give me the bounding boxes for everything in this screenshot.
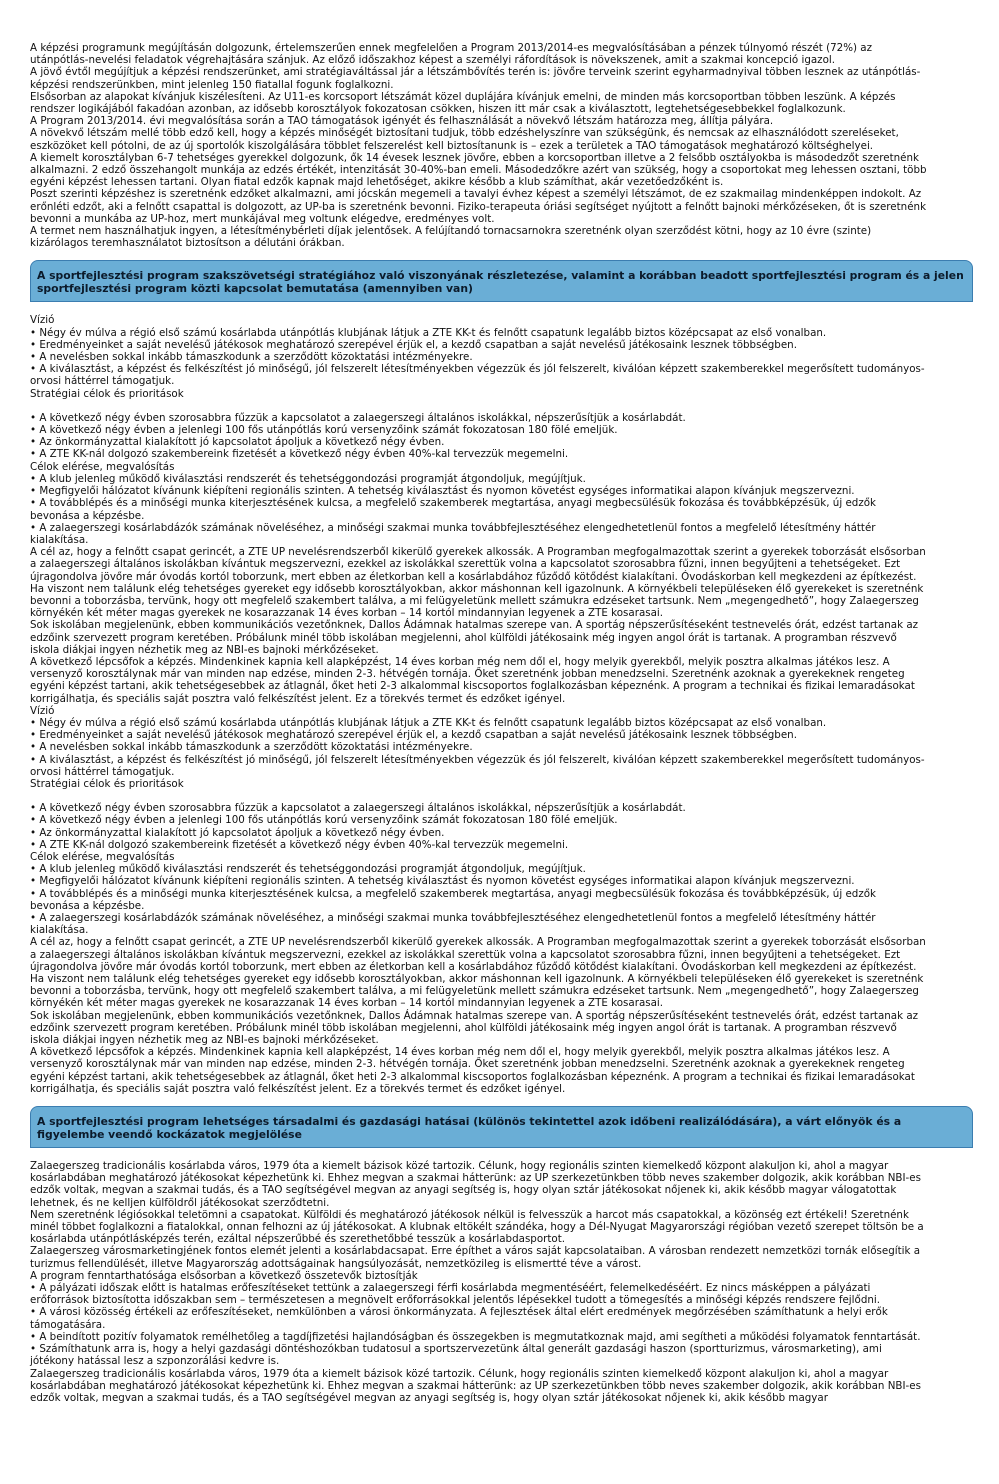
paragraph: A kiemelt korosztályban 6-7 tehetséges gyerekkel dolgozunk, ők 14 évesek lesznek jövőre, ebben a korcsoportban illetve a 2 felsőbb osztályokba is másodedzőt szeretnénk alkalmazni. 2 edző összehangolt munkája az edzés értékét, intenzitását 30-40%-ban emeli. Másodedzőkre azért van szükség, hogy a csoportokat meg lehessen osztani, több egyéni képzést lehessen tartani. Olyan fiatal edzők kapnak majd lehetőséget, akikre később a klub számíthat, akár vezetőedzőként is. [30,151,927,189]
paragraph: A cél az, hogy a felnőtt csapat gerincét, a ZTE UP nevelésrendszerből kikerülő gyerekek alkossák. A Programban megfogalmazottak szerint a gyerekek toborzását elsősorban a zalaegerszegi általános iskolákban kívántuk megszervezni, ezekkel az iskolákkal szerettük volna a kapcsolatot szorosabbra fűzni, innen begyűjteni a tehetségeket. Ezt újragondolva jövőre már óvodás kortól toborzunk, mert ebben az életkorban kell a kosárlabdához fűződő kötődést kialakítani. Óvodáskorban kell megkezdeni az építkezést. Ha viszont nem találunk elég tehetséges gyereket egy idősebb korosztályokban, akkor máshonnan kell igazolnunk. A környékbeli településeken élő gyerekeket is szeretnénk bevonni a toborzásba, tervünk, hogy ott megfelelő szakembert találva, a mi felügyeletünk mellett számukra edzéseket tartsunk. Nem „megengedhető”, hogy Zalaegerszeg környékén két méter magas gyerekek ne kosarazzanak 14 éves korban – 14 kortól mindannyian legyenek a ZTE kosarasai. [30,936,926,1010]
paragraph: • A zalaegerszegi kosárlabdázók számának növeléséhez, a minőségi szakmai munka továbbfejlesztéséhez elengedhetetlenül fontos a megfelelő létesítmény háttér kialakítása. [30,912,876,937]
paragraph: • A következő négy évben szorosabbra fűzzük a kapcsolatot a zalaegerszegi általános iskolákkal, népszerűsítjük a kosárlabdát. [30,411,686,424]
paragraph: A program fenntarthatósága elsősorban a következő összetevők biztosítják [30,1269,418,1282]
paragraph: • Eredményeinket a saját nevelésű játékosok meghatározó szerepével érjük el, a kezdő csapatban a saját nevelésű játékosaink lesznek többségben. [30,729,797,742]
strategy-goals-part1 [30,412,929,790]
paragraph: Stratégiai célok és prioritások [30,777,184,790]
paragraph: • A nevelésben sokkal inkább támaszkodunk a szerződött közoktatási intézményekre. [30,351,473,364]
paragraph: • A kiválasztást, a képzést és felkészítést jó minőségű, jól felszerelt létesítményekben végezzük és jól felszerelt, kiválóan képzett szakemberekkel megerősített tudományos-orvosi háttérrel támogatjuk. [30,363,925,388]
paragraph: Poszt szerinti képzéshez is szeretnénk edzőket alkalmazni, ami jócskán megemeli a tavalyi évhez képest a személyi létszámot, de ez szakmailag mindenképpen indokolt. Az erőnléti edzőt, aki a felnőtt csapattal is dolgozott, az UP-ba is szeretnénk bevonni. Fiziko-terapeuta óriási segítséget nyújtott a felnőtt bajnoki mérkőzéseken, őt is szeretnénk bevonni a munkába az UP-hoz, mert munkájával meg voltunk elégedve, eredményes volt. [30,188,927,225]
intro-text [30,42,929,249]
section-heading-impacts: A sportfejlesztési program lehetséges társadalmi és gazdasági hatásai (különös tekintettel azok időbeni realizálódására), a várt előnyök és a figyelembe veendő kockázatok megjelölése [30,1106,973,1148]
paragraph: • A beindított pozitív folyamatok remélhetőleg a tagdíjfizetési hajlandóságban és összegekben is megmutatkoznak majd, ami segítheti a működési folyamatok fenntartását. [30,1330,921,1343]
paragraph: A Program 2013/2014. évi megvalósítása során a TAO támogatások igényét és felhasználását a növekvő létszám határozza meg, állítja pályára. [30,115,774,128]
paragraph: • A zalaegerszegi kosárlabdázók számának növeléséhez, a minőségi szakmai munka továbbfejlesztéséhez elengedhetetlenül fontos a megfelelő létesítmény háttér kialakítása. [30,521,876,546]
paragraph: • Négy év múlva a régió első számú kosárlabda utánpótlás klubjának látjuk a ZTE KK-t és felnőtt csapatunk legalább biztos középcsapat az első vonalban. [30,326,827,339]
paragraph: Stratégiai célok és prioritások [30,387,184,400]
paragraph: A növekvő létszám mellé több edző kell, hogy a képzés minőségét biztosítani tudjuk, több edzéshelyszínre van szükségünk, és nemcsak az elhasználódott szereléseket, eszközöket kell pótolni, de az új sportolók kiszolgálására többlet felszerelést kell biztosítanunk is – ezek a területek a TAO támogatások meghatározó költséghelyei. [30,127,899,152]
paragraph: A cél az, hogy a felnőtt csapat gerincét, a ZTE UP nevelésrendszerből kikerülő gyerekek alkossák. A Programban megfogalmazottak szerint a gyerekek toborzását elsősorban a zalaegerszegi általános iskolákban kívántuk megszervezni, ezekkel az iskolákkal szerettük volna a kapcsolatot szorosabbra fűzni, innen begyűjteni a tehetségeket. Ezt újragondolva jövőre már óvodás kortól toborzunk, mert ebben az életkorban kell a kosárlabdához fűződő kötődést kialakítani. Óvodáskorban kell megkezdeni az építkezést. Ha viszont nem találunk elég tehetséges gyereket egy idősebb korosztályokban, akkor máshonnan kell igazolnunk. A környékbeli településeken élő gyerekeket is szeretnénk bevonni a toborzásba, tervünk, hogy ott megfelelő szakembert találva, a mi felügyeletünk mellett számukra edzéseket tartsunk. Nem „megengedhető”, hogy Zalaegerszeg környékén két méter magas gyerekek ne kosarazzanak 14 éves korban – 14 kortól mindannyian legyenek a ZTE kosarasai. [30,546,926,620]
paragraph: • A klub jelenleg működő kiválasztási rendszerét és tehetséggondozási programját átgondoljuk, megújítjuk. [30,472,586,485]
section-strategy-body [30,314,929,1095]
paragraph: Zalaegerszeg tradicionális kosárlabda város, 1979 óta a kiemelt bázisok közé tartozik. Célunk, hogy regionális szinten kiemelkedő központ alakuljon ki, ahol a magyar kosárlabdában meghatározó játékosokat képezhetünk ki. Ehhez megvan a szakmai hátterünk: az UP szerkezetünkben több neves szakember dolgozik, akik korábban NBI-es edzők voltak, megvan a szakmai tudás, és a TAO segítségével megvan az anyagi segítség is, hogy olyan sztár játékosokat nőjenek ki, akik később magyar válogatottak lehetnek, és ne kelljen külföldről játékosokat szerződtetni. [30,1160,921,1209]
paragraph: Vízió [30,314,55,327]
paragraph: • Négy év múlva a régió első számú kosárlabda utánpótlás klubjának látjuk a ZTE KK-t és felnőtt csapatunk legalább biztos középcsapat az első vonalban. [30,716,827,729]
paragraph: • A kiválasztást, a képzést és felkészítést jó minőségű, jól felszerelt létesítményekben végezzük és jól felszerelt, kiválóan képzett szakemberekkel megerősített tudományos-orvosi háttérrel támogatjuk. [30,753,925,778]
paragraph: • Eredményeinket a saját nevelésű játékosok meghatározó szerepével érjük el, a kezdő csapatban a saját nevelésű játékosaink lesznek többségben. [30,338,797,351]
paragraph: • A klub jelenleg működő kiválasztási rendszerét és tehetséggondozási programját átgondoljuk, megújítjuk. [30,863,586,876]
paragraph: • A következő négy évben a jelenlegi 100 fős utánpótlás korú versenyzőink számát fokozatosan 180 fölé emeljük. [30,424,618,437]
paragraph: • Az önkormányzattal kialakított jó kapcsolatot ápoljuk a következő négy évben. [30,436,445,449]
paragraph: • A ZTE KK-nál dolgozó szakembereink fizetését a következő négy évben 40%-kal tervezzük megemelni. [30,448,569,461]
paragraph: • A ZTE KK-nál dolgozó szakembereink fizetését a következő négy évben 40%-kal tervezzük megemelni. [30,838,569,851]
paragraph: Célok elérése, megvalósítás [30,460,175,473]
paragraph: Zalaegerszeg városmarketingjének fontos elemét jelenti a kosárlabdacsapat. Erre építhet a város saját kapcsolataiban. A városban rendezett nemzetközi tornák elősegítik a turizmus fellendülését, illetve Magyarország adottságainak hangsúlyozását, nemzetközileg is elismertté téve a várost. [30,1245,921,1270]
paragraph: A következő lépcsőfok a képzés. Mindenkinek kapnia kell alapképzést, 14 éves korban még nem dől el, hogy melyik gyerekből, melyik posztra alkalmas játékos lesz. A versenyző korosztálynak már van minden nap edzése, minden 2-3. hétvégén tornája. Őket szeretnénk jobban menedzselni. Szeretnénk azoknak a gyerekeknek rengeteg egyéni képzést tartani, akik tehetségesebbek az átlagnál, őket heti 2-3 alkalommal kiscsoportos foglalkozásban képeznénk. A program a technikai és fizikai lemaradásokat korrigálhatja, és speciális saját posztra való felkészítést jelent. Ez a törekvés termet és edzőket igényel. [30,655,915,705]
paragraph: Sok iskolában megjelenünk, ebben kommunikációs vezetőnknek, Dallos Ádámnak hatalmas szerepe van. A sportág népszerűsítéseként testnevelés órát, edzést tartanak az edzőink szervezett program keretében. Próbálunk minél több iskolában megjelenni, ahol külföldi játékosaink még ingyen angol órát is tartanak. A programban részvevő iskola diákjai ingyen nézhetik meg az NBI-es bajnoki mérkőzéseket. [30,619,919,656]
paragraph: Nem szeretnénk légiósokkal teletömni a csapatokat. Külföldi és meghatározó játékosok nélkül is felvesszük a harcot más csapatokkal, a közönség ezt értékeli! Szeretnénk minél többet foglalkozni a fiatalokkal, onnan felhozni az új játékosokat. A klubnak eltökélt szándéka, hogy a Dél-Nyugat Magyarországi régióban vezető szerepet töltsön be a kosárlabda utánpótlásképzés terén, ezáltal népszerűbbé és szerethetőbbé tesszük a kosárlabdasportot. [30,1208,924,1246]
paragraph: Célok elérése, megvalósítás [30,850,175,863]
paragraph-gap [30,400,929,412]
strategy-vision-part1 [30,314,929,399]
paragraph-gap [30,790,929,802]
paragraph: Elsősorban az alapokat kívánjuk kiszélesíteni. Az U11-es korcsoport létszámát közel duplájára kívánjuk emelni, de minden más korcsoportban többen leszünk. A képzés rendszer logikájából fakadóan azonban, az idősebb korosztályok fokozatosan csökken, hiszen itt már csak a kiválasztott, legtehetségesebbekkel foglalkozunk. [30,90,896,116]
paragraph: A következő lépcsőfok a képzés. Mindenkinek kapnia kell alapképzést, 14 éves korban még nem dől el, hogy melyik gyerekből, melyik posztra alkalmas játékos lesz. A versenyző korosztálynak már van minden nap edzése, minden 2-3. hétvégén tornája. Őket szeretnénk jobban menedzselni. Szeretnénk azoknak a gyerekeknek rengeteg egyéni képzést tartani, akik tehetségesebbek az átlagnál, őket heti 2-3 alkalommal kiscsoportos foglalkozásban képeznénk. A program a technikai és fizikai lemaradásokat korrigálhatja, és speciális saját posztra való felkészítést jelent. Ez a törekvés termet és edzőket igényel. [30,1046,915,1095]
paragraph: A jövő évtől megújítjuk a képzési rendszerünket, ami stratégiaváltással jár a létszámbővítés terén is: jövőre terveink szerint egyharmadnyival többen lesznek az utánpótlás-képzési rendszerünkben, mint jelenleg 150 fiatallal fogunk foglalkozni. [30,66,921,91]
paragraph: • A városi közösség értékeli az erőfeszítéseket, nemkülönben a városi önkormányzata. A fejlesztések által elért eredmények megőrzésében számíthatunk a helyi erők támogatására. [30,1306,888,1331]
paragraph: • A továbblépés és a minőségi munka kiterjesztésének kulcsa, a megfelelő szakemberek megtartása, anyagi megbecsülésük fokozása és továbbképzésük, új edzők bevonása a képzésbe. [30,887,876,912]
paragraph: Sok iskolában megjelenünk, ebben kommunikációs vezetőnknek, Dallos Ádámnak hatalmas szerepe van. A sportág népszerűsítéseként testnevelés órát, edzést tartanak az edzőink szervezett program keretében. Próbálunk minél több iskolában megjelenni, ahol külföldi játékosaink még ingyen angol órát is tartanak. A programban részvevő iskola diákjai ingyen nézhetik meg az NBI-es bajnoki mérkőzéseket. [30,1009,919,1047]
section-impacts-body [30,1160,929,1404]
paragraph: • A nevelésben sokkal inkább támaszkodunk a szerződött közoktatási intézményekre. [30,741,473,754]
section-heading-strategy: A sportfejlesztési program szakszövetségi stratégiához való viszonyának részletezése, valamint a korábban beadott sportfejlesztési program és a jelen sportfejlesztési program közti kapcsolat bemutatása (amennyiben van) [30,260,973,302]
strategy-goals-part2 [30,802,929,1095]
paragraph: A termet nem használhatjuk ingyen, a létesítménybérleti díjak jelentősek. A felújítandó tornacsarnokra szeretnénk olyan szerződést kötni, hogy az 10 évre (szinte) kizárólagos teremhasználatot biztosítson a délutáni órákban. [30,225,872,250]
paragraph: A képzési programunk megújításán dolgozunk, értelemszerűen ennek megfelelően a Program 2013/2014-es megvalósításában a pénzek túlnyomó részét (72%) az utánpótlás-nevelési feladatok végrehajtására szánjuk. Az előző időszakhoz képest a személyi ráfordítások is növekszenek, amit a szakmai koncepció igazol. [30,42,873,67]
paragraph: • A következő négy évben a jelenlegi 100 fős utánpótlás korú versenyzőink számát fokozatosan 180 fölé emeljük. [30,814,618,827]
paragraph: • Megfigyelői hálózatot kívánunk kiépíteni regionális szinten. A tehetség kiválasztást és nyomon követést egységes informatikai alapon kívánjuk megszervezni. [30,875,855,888]
paragraph: Vízió [30,704,55,717]
paragraph: Zalaegerszeg tradicionális kosárlabda város, 1979 óta a kiemelt bázisok közé tartozik. Célunk, hogy regionális szinten kiemelkedő központ alakuljon ki, ahol a magyar kosárlabdában meghatározó játékosokat képezhetünk ki. Ehhez megvan a szakmai hátterünk: az UP szerkezetünkben több neves szakember dolgozik, akik korábban NBI-es edzők voltak, megvan a szakmai tudás, és a TAO segítségével megvan az anyagi segítség is, hogy olyan sztár játékosokat nőjenek ki, akik később magyar [30,1367,921,1404]
paragraph: • A pályázati időszak előtt is hatalmas erőfeszítéseket tettünk a zalaegerszegi férfi kosárlabda megmentéséért, felemelkedéséért. Ez nincs másképpen a pályázati erőforrások biztosította időszakban sem – természetesen a megnövelt erőforrásokkal jelentős lépésekkel tudott a tömegesítés a minőségi képzés rendszere fejlődni. [30,1282,881,1307]
paragraph: • A továbblépés és a minőségi munka kiterjesztésének kulcsa, a megfelelő szakemberek megtartása, anyagi megbecsülésük fokozása és továbbképzésük, új edzők bevonása a képzésbe. [30,497,876,522]
paragraph: • A következő négy évben szorosabbra fűzzük a kapcsolatot a zalaegerszegi általános iskolákkal, népszerűsítjük a kosárlabdát. [30,802,686,815]
paragraph: • Számíthatunk arra is, hogy a helyi gazdasági döntéshozókban tudatosul a sportszervezetünk által generált gazdasági haszon (sportturizmus, városmarketing), ami jótékony hatással lesz a szponzorálási kedvre is. [30,1343,882,1368]
paragraph: • Az önkormányzattal kialakított jó kapcsolatot ápoljuk a következő négy évben. [30,826,445,839]
paragraph: • Megfigyelői hálózatot kívánunk kiépíteni regionális szinten. A tehetség kiválasztást és nyomon követést egységes informatikai alapon kívánjuk megszervezni. [30,485,855,498]
